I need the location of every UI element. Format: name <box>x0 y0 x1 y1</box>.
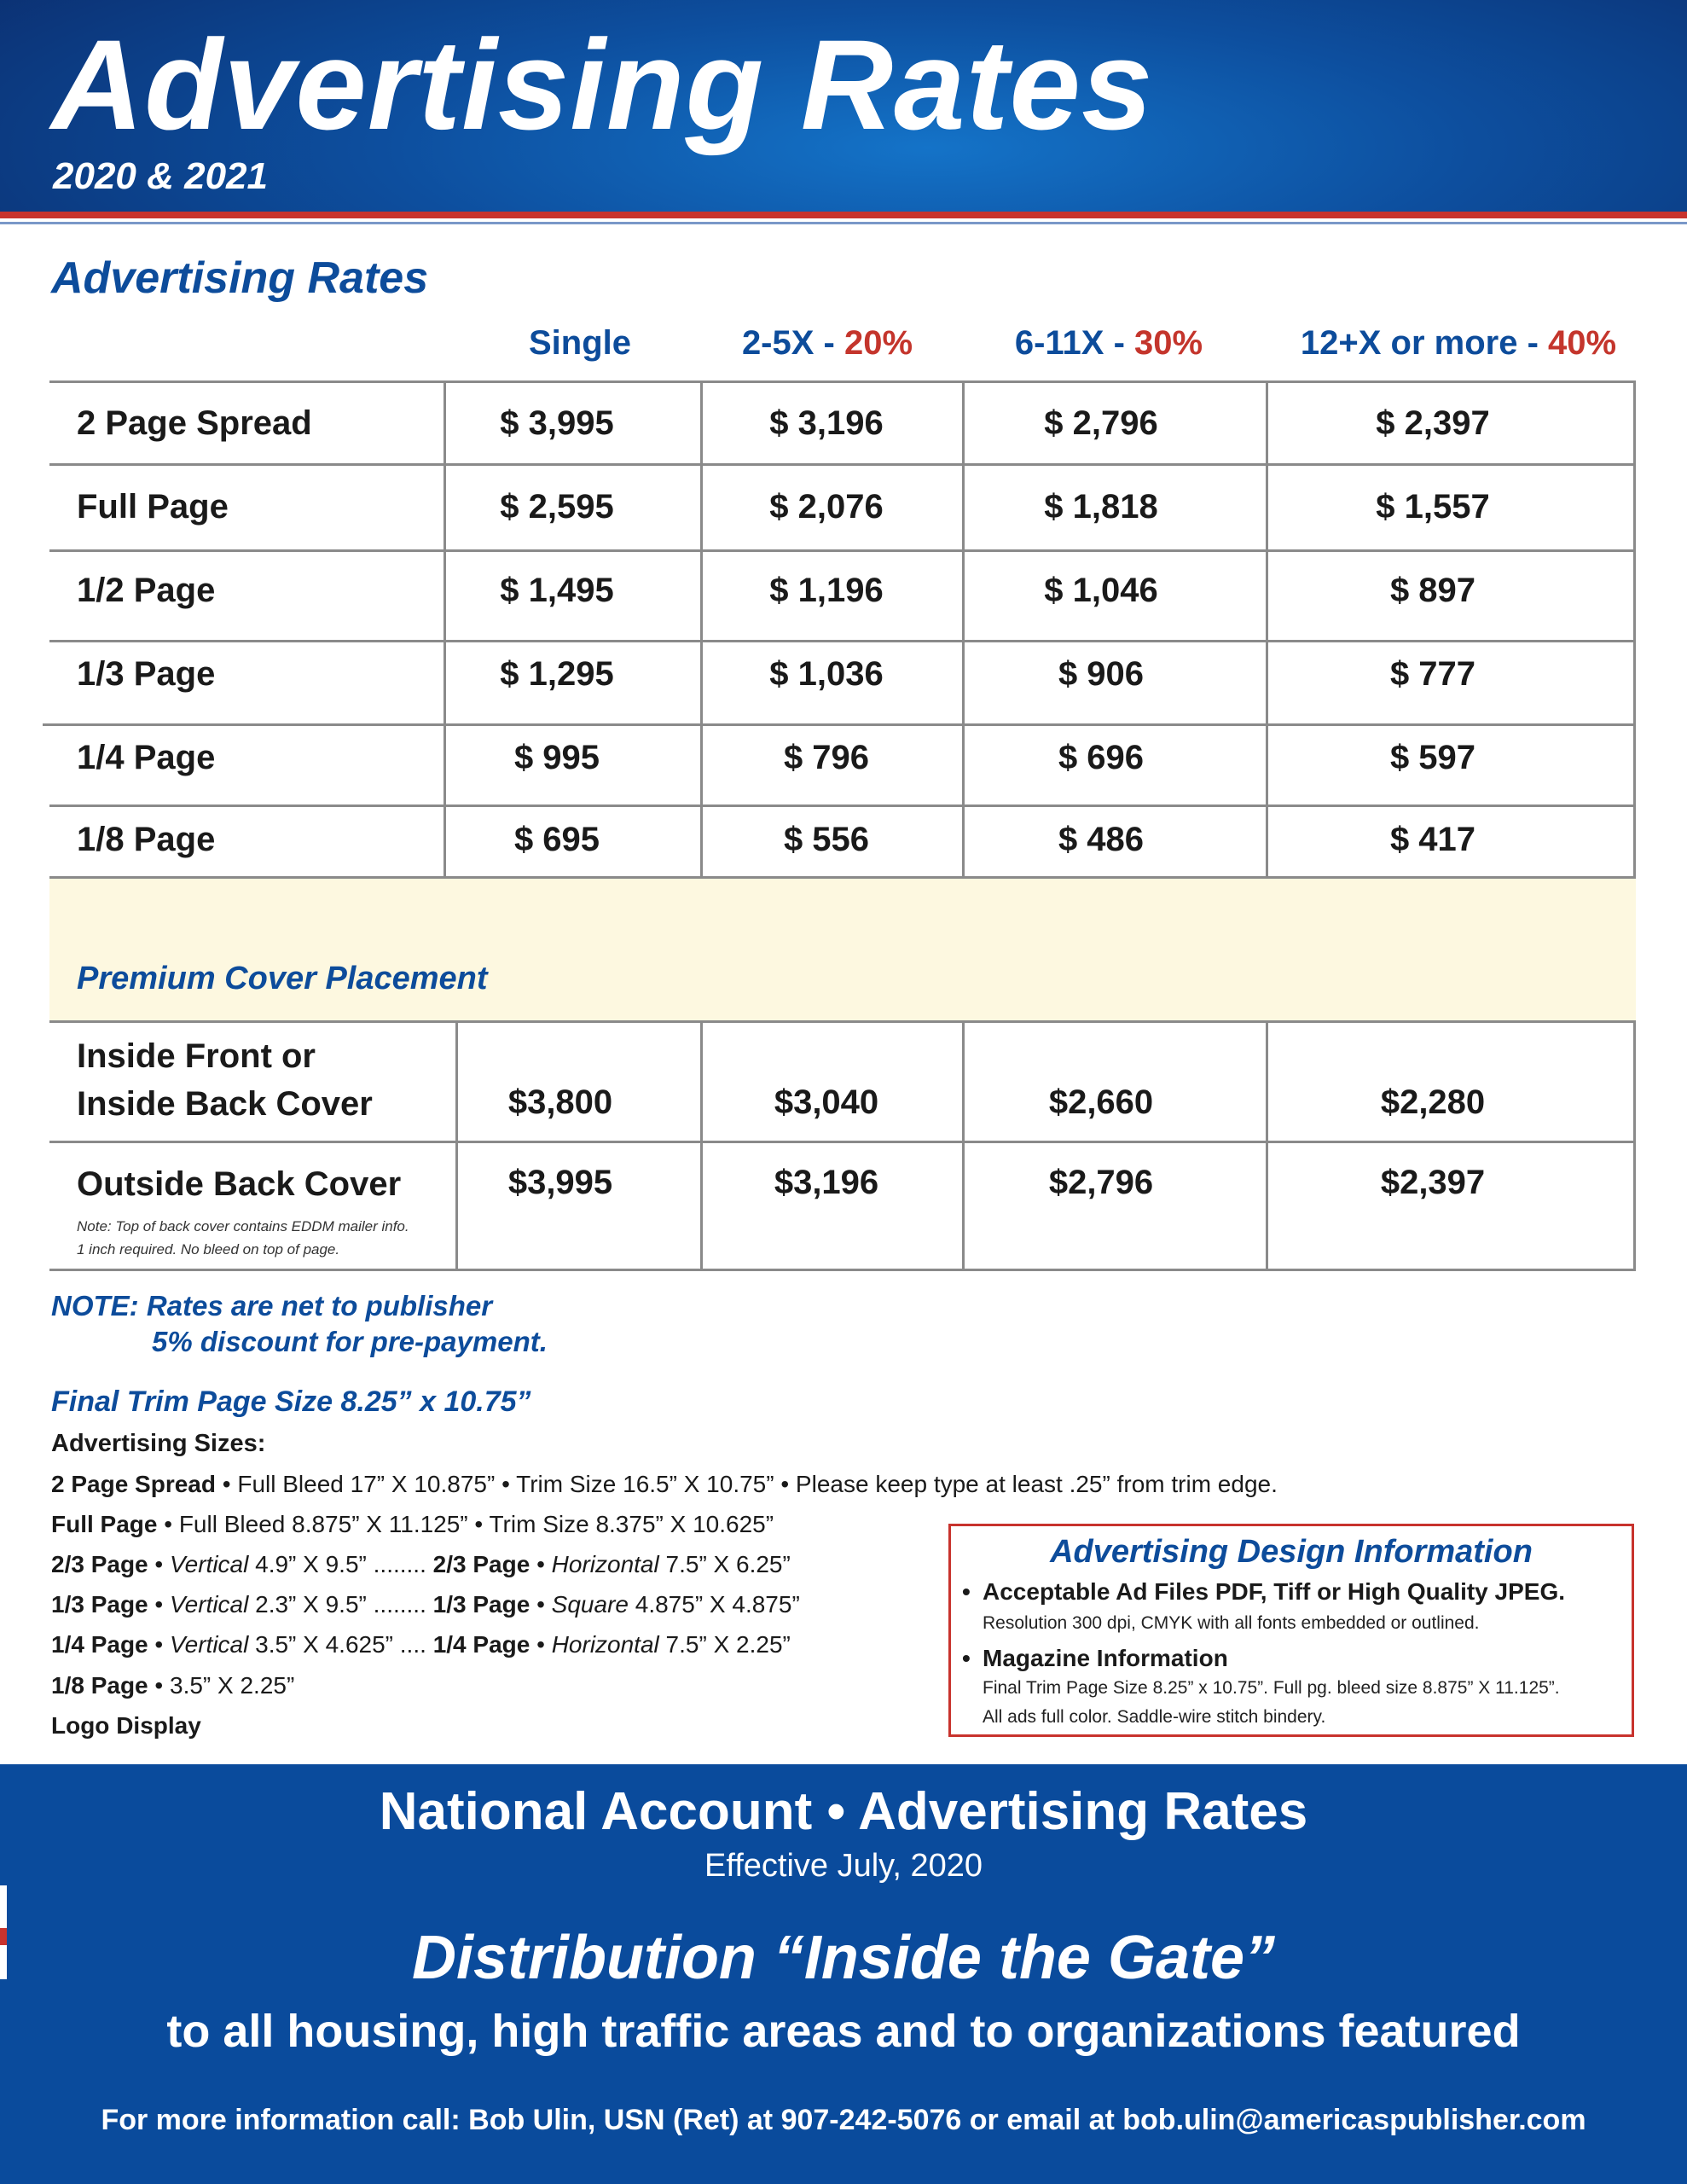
size-label: Full Page <box>51 1511 158 1537</box>
price-cell: $ 1,818 <box>1044 488 1158 526</box>
column-discount: 30% <box>1134 324 1203 362</box>
grid-line <box>49 1141 1636 1143</box>
size-bullet: • <box>530 1551 552 1577</box>
page-title: Advertising Rates <box>51 13 1154 156</box>
price-cell: $ 906 <box>1058 655 1145 693</box>
grid-line <box>1633 1020 1636 1271</box>
row-label-line: Inside Front or <box>77 1037 316 1075</box>
size-orientation: Vertical <box>170 1551 249 1577</box>
size-line-two-thirds <box>51 1551 791 1578</box>
design-info-title: Advertising Design Information <box>1050 1534 1533 1570</box>
price-cell: $3,040 <box>774 1083 879 1121</box>
premium-note-line: Note: Top of back cover contains EDDM mailer info. <box>77 1218 409 1234</box>
footer-effective-date: Effective July, 2020 <box>704 1848 983 1884</box>
price-cell: $ 1,046 <box>1044 572 1158 609</box>
premium-note <box>77 1215 409 1261</box>
size-text: 4.875” X 4.875” <box>628 1591 800 1618</box>
price-cell: $ 556 <box>783 821 870 858</box>
price-cell: $2,796 <box>1048 1164 1154 1201</box>
grid-line <box>49 1020 1636 1023</box>
size-orientation: Vertical <box>170 1631 249 1658</box>
size-bullet: • <box>530 1631 552 1658</box>
grid-line <box>49 1269 1636 1271</box>
grid-line <box>443 380 446 879</box>
size-orientation: Vertical <box>170 1591 249 1618</box>
premium-section-title: Premium Cover Placement <box>77 961 488 996</box>
premium-note-line: 1 inch required. No bleed on top of page. <box>77 1241 340 1258</box>
premium-band <box>49 879 1636 1020</box>
column-head-12x <box>1271 324 1646 363</box>
section-title: Advertising Rates <box>51 253 429 303</box>
price-cell: $ 2,076 <box>769 488 884 526</box>
row-label: 2 Page Spread <box>77 404 312 442</box>
grid-line <box>962 380 965 879</box>
design-magazine-detail: Final Trim Page Size 8.25” x 10.75”. Full pg. bleed size 8.875” X 11.125”. <box>983 1678 1560 1698</box>
price-cell: $ 777 <box>1389 655 1476 693</box>
size-text: • Full Bleed 17” X 10.875” • Trim Size 16.5” X 10.75” • Please keep type at least .25” from trim edge. <box>215 1471 1278 1497</box>
prepayment-note: 5% discount for pre-payment. <box>152 1326 548 1357</box>
price-cell: $3,800 <box>507 1083 613 1121</box>
design-file-details: Resolution 300 dpi, CMYK with all fonts embedded or outlined. <box>983 1613 1480 1633</box>
price-cell: $ 696 <box>1058 739 1145 776</box>
price-cell: $ 897 <box>1389 572 1476 609</box>
column-discount: 20% <box>844 324 913 362</box>
grid-line <box>1633 380 1636 879</box>
size-label: 2/3 Page <box>432 1551 530 1577</box>
size-orientation: Square <box>551 1591 629 1618</box>
grid-line <box>700 380 703 879</box>
size-line-quarter <box>51 1631 791 1658</box>
column-label: 12+X or more - <box>1300 324 1549 362</box>
size-label: Logo Display <box>51 1712 201 1739</box>
price-cell: $ 2,397 <box>1376 404 1490 442</box>
design-file-types: Acceptable Ad Files PDF, Tiff or High Quality JPEG. <box>983 1578 1566 1605</box>
size-label: 2 Page Spread <box>51 1471 216 1497</box>
size-label: 1/4 Page <box>51 1631 148 1658</box>
bullet-icon: • <box>962 1578 971 1605</box>
column-label: 6-11X - <box>1014 324 1134 362</box>
size-line-full <box>51 1511 774 1538</box>
size-text: 4.9” X 9.5” ........ <box>248 1551 433 1577</box>
price-cell: $ 1,495 <box>500 572 614 609</box>
header-stripe-red <box>0 212 1687 218</box>
size-label: 1/3 Page <box>51 1591 148 1618</box>
trim-size-title: Final Trim Page Size 8.25” x 10.75” <box>51 1385 531 1418</box>
price-cell: $ 995 <box>513 739 600 776</box>
size-label: 1/8 Page <box>51 1672 148 1699</box>
price-cell: $ 1,557 <box>1376 488 1490 526</box>
column-label: Single <box>528 324 632 362</box>
grid-line <box>1266 1020 1268 1271</box>
grid-line <box>700 1020 703 1271</box>
size-text: • Full Bleed 8.875” X 11.125” • Trim Size 8.375” X 10.625” <box>157 1511 774 1537</box>
header-stripe-blue <box>0 222 1687 224</box>
price-cell: $ 1,036 <box>769 655 884 693</box>
design-magazine-info: Magazine Information <box>983 1645 1228 1671</box>
grid-line <box>49 640 1636 642</box>
size-orientation: Horizontal <box>551 1551 659 1577</box>
price-cell: $ 597 <box>1389 739 1476 776</box>
price-cell: $ 796 <box>783 739 870 776</box>
size-label: 1/3 Page <box>432 1591 530 1618</box>
footer-distribution: Distribution “Inside the Gate” <box>411 1924 1276 1992</box>
size-text: 7.5” X 6.25” <box>658 1551 791 1577</box>
price-cell: $ 2,796 <box>1044 404 1158 442</box>
price-cell: $ 3,995 <box>500 404 614 442</box>
size-bullet: • <box>148 1551 171 1577</box>
grid-line <box>1266 380 1268 879</box>
size-line-spread <box>51 1471 1278 1498</box>
price-cell: $ 486 <box>1058 821 1145 858</box>
design-magazine-detail: All ads full color. Saddle-wire stitch bindery. <box>983 1707 1326 1727</box>
price-cell: $ 417 <box>1389 821 1476 858</box>
column-head-2-5x <box>699 324 955 363</box>
size-line-third <box>51 1591 800 1618</box>
size-orientation: Horizontal <box>551 1631 659 1658</box>
rates-note: NOTE: Rates are net to publisher <box>51 1290 493 1321</box>
row-label: Outside Back Cover <box>77 1165 402 1203</box>
ad-sizes-title: Advertising Sizes: <box>51 1430 266 1457</box>
row-label: 1/8 Page <box>77 821 216 858</box>
price-cell: $ 1,196 <box>769 572 884 609</box>
row-label: 1/4 Page <box>77 739 216 776</box>
footer-contact: For more information call: Bob Ulin, USN (Ret) at 907-242-5076 or email at bob.ulin@americaspublisher.com <box>101 2104 1586 2136</box>
bullet-icon: • <box>962 1645 971 1671</box>
price-cell: $ 3,196 <box>769 404 884 442</box>
column-label: 2-5X - <box>741 324 844 362</box>
grid-line <box>49 549 1636 552</box>
size-text: • 3.5” X 2.25” <box>148 1672 295 1699</box>
grid-line <box>49 380 1636 383</box>
grid-line <box>962 1020 965 1271</box>
size-bullet: • <box>148 1631 171 1658</box>
price-cell: $ 695 <box>513 821 600 858</box>
row-label-line: Inside Back Cover <box>77 1085 373 1123</box>
price-cell: $2,280 <box>1380 1083 1486 1121</box>
page-subtitle-years: 2020 & 2021 <box>53 155 268 197</box>
grid-line <box>49 804 1636 807</box>
size-text: 3.5” X 4.625” .... <box>248 1631 433 1658</box>
price-cell: $ 2,595 <box>500 488 614 526</box>
row-label: 1/2 Page <box>77 572 216 609</box>
grid-line <box>49 463 1636 466</box>
size-label: 2/3 Page <box>51 1551 148 1577</box>
size-bullet: • <box>148 1591 171 1618</box>
price-cell: $ 1,295 <box>500 655 614 693</box>
price-cell: $3,196 <box>774 1164 879 1201</box>
row-label: Full Page <box>77 488 229 526</box>
column-discount: 40% <box>1548 324 1617 362</box>
footer-audience: to all housing, high traffic areas and to organizations featured <box>166 2006 1521 2057</box>
size-text: 2.3” X 9.5” ........ <box>248 1591 433 1618</box>
column-head-single <box>486 324 674 363</box>
size-line-logo <box>51 1712 201 1740</box>
price-cell: $2,397 <box>1380 1164 1486 1201</box>
price-cell: $2,660 <box>1048 1083 1154 1121</box>
footer-title: National Account • Advertising Rates <box>379 1782 1308 1841</box>
row-label: 1/3 Page <box>77 655 216 693</box>
grid-line <box>455 1020 458 1271</box>
size-line-eighth <box>51 1672 294 1699</box>
grid-line <box>43 723 1636 726</box>
price-cell: $3,995 <box>507 1164 613 1201</box>
size-label: 1/4 Page <box>432 1631 530 1658</box>
column-head-6-11x <box>972 324 1245 363</box>
size-text: 7.5” X 2.25” <box>658 1631 791 1658</box>
size-bullet: • <box>530 1591 552 1618</box>
row-label <box>77 1032 373 1128</box>
